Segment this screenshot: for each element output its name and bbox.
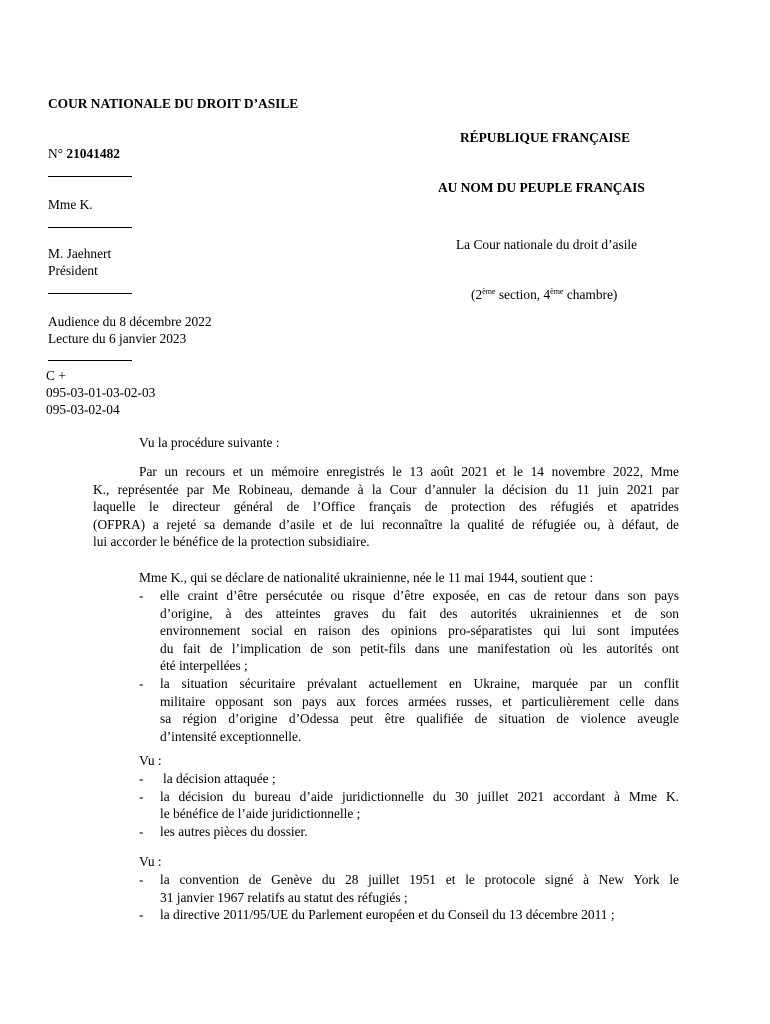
vu-heading: Vu :	[139, 753, 162, 768]
separator-rule	[48, 293, 132, 294]
request-paragraph: Par un recours et un mémoire enregistrés le 13 août 2021 et le 14 novembre 2022, Mme K., représentée par Me Robineau, demande à la Cour d’annuler la décision du 11 juin 2021 par laquelle le directeur général de l’Office français de protection des réfugiés et apatrides (OFPRA) a rejeté sa demande d’asile et de lui reconnaître la qualité de réfugiée ou, à défaut, de lui accorder le bénéfice de la protection subsidiaire.	[93, 464, 679, 550]
reading-date: Lecture du 6 janvier 2023	[48, 331, 187, 346]
court-line: La Cour nationale du droit d’asile	[456, 237, 638, 252]
case-number	[48, 146, 120, 162]
case-number-value: 21041482	[66, 146, 120, 161]
classification-code: 095-03-01-03-02-03	[46, 385, 156, 400]
claims-intro: Mme K., qui se déclare de nationalité ukrainienne, née le 11 mai 1944, soutient que :	[139, 570, 594, 585]
vu-list	[139, 770, 679, 840]
case-number-prefix: N°	[48, 146, 64, 161]
vu-heading: Vu :	[139, 854, 162, 869]
separator-rule	[48, 360, 132, 361]
list-item: - elle craint d’être persécutée ou risque d’être exposée, en cas de retour dans son pays d’origine, à des atteintes graves du fait des autorités ukrainiennes et de son environnement social en raison des opinions pro-séparatistes qui lui sont imputées du fait de l’implication de son petit-fils dans une manifestation où les autorités ont été interpellées ;	[139, 588, 679, 674]
classification-code: C +	[46, 368, 66, 383]
procedure-heading: Vu la procédure suivante :	[139, 435, 280, 450]
court-name: COUR NATIONALE DU DROIT D’ASILE	[48, 96, 299, 111]
judge-name: M. Jaehnert	[48, 246, 112, 261]
judge-role: Président	[48, 263, 98, 278]
separator-rule	[48, 227, 132, 228]
party-name: Mme K.	[48, 197, 93, 212]
in-name-of-people: AU NOM DU PEUPLE FRANÇAIS	[438, 180, 645, 195]
list-item: - la directive 2011/95/UE du Parlement européen et du Conseil du 13 décembre 2011 ;	[139, 907, 615, 923]
list-item: - les autres pièces du dossier.	[139, 823, 308, 839]
list-item: - la situation sécuritaire prévalant actuellement en Ukraine, marquée par un conflit militaire opposant son pays aux forces armées russes, et particulièrement celle dans sa région d’origine d’Odessa peut être qualifiée de situation de violence aveugle d’intensité exceptionnelle.	[139, 675, 679, 744]
section-chamber: (2ème section, 4ème chambre)	[471, 287, 618, 302]
hearing-date: Audience du 8 décembre 2022	[48, 314, 212, 329]
classification-code: 095-03-02-04	[46, 402, 120, 417]
claims-list	[139, 587, 679, 745]
list-item: - la décision attaquée ;	[139, 771, 276, 786]
separator-rule	[48, 176, 132, 177]
vu-list	[139, 871, 679, 924]
list-item: - la décision du bureau d’aide juridictionnelle du 30 juillet 2021 accordant à Mme K. le bénéfice de l’aide juridictionnelle ;	[139, 788, 679, 822]
list-item: - la convention de Genève du 28 juillet 1951 et le protocole signé à New York le 31 janvier 1967 relatifs au statut des réfugiés ;	[139, 872, 679, 905]
republic-title: RÉPUBLIQUE FRANÇAISE	[460, 130, 631, 145]
